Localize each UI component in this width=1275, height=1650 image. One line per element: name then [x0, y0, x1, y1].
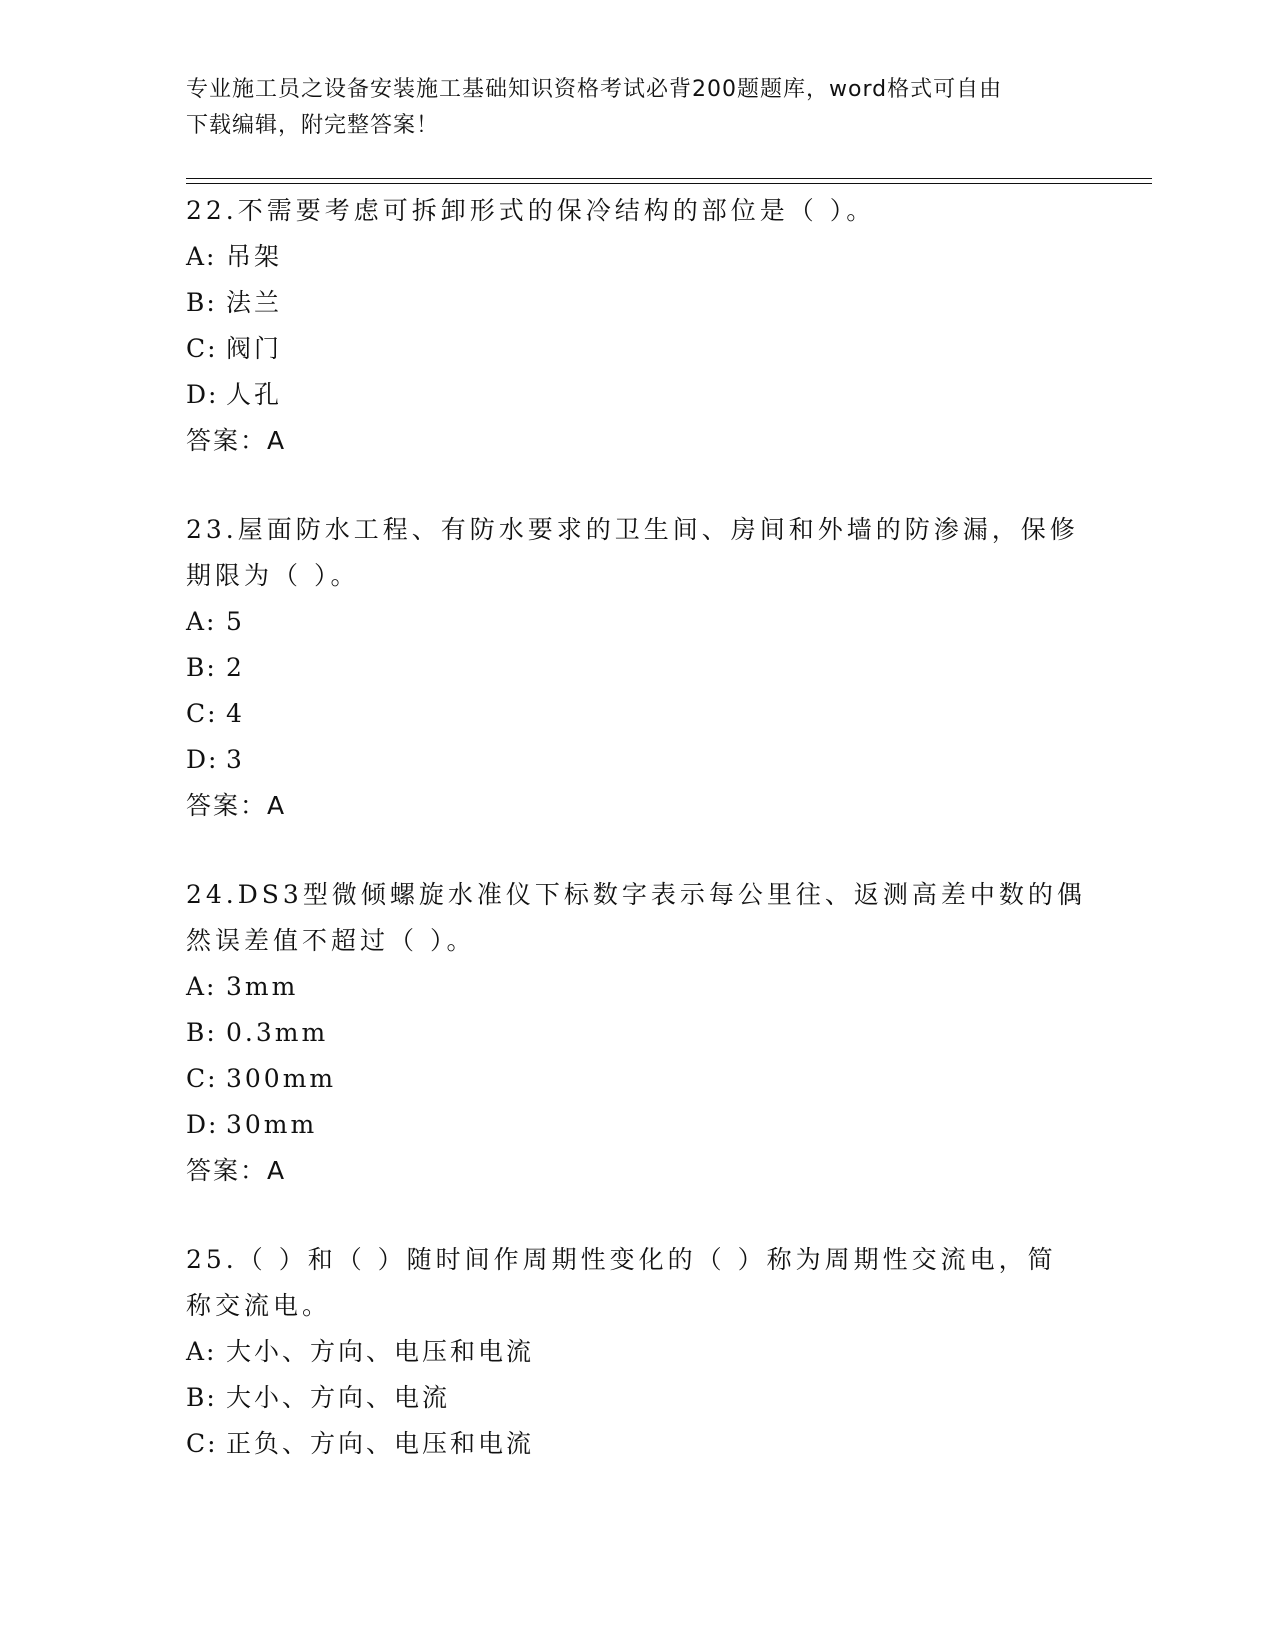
question-text-line-1: 23.屋面防水工程、有防水要求的卫生间、房间和外墙的防渗漏，保修	[186, 515, 1079, 544]
option-letter: C:	[186, 699, 218, 728]
option-c	[186, 1421, 1086, 1467]
option-text: 大小、方向、电流	[226, 1383, 451, 1412]
option-d	[186, 372, 1086, 418]
option-text: 法兰	[226, 288, 283, 317]
option-a	[186, 234, 1086, 280]
option-text: 300mm	[226, 1064, 337, 1093]
option-text: 3mm	[226, 972, 299, 1001]
option-text: 人孔	[226, 380, 283, 409]
answer-line: 答案：A	[186, 791, 287, 820]
option-text: 正负、方向、电压和电流	[226, 1429, 535, 1458]
option-letter: B:	[186, 1018, 217, 1047]
option-d	[186, 1102, 1086, 1148]
option-letter: A:	[186, 1337, 217, 1366]
question-text-line-2: 然误差值不超过（ ）。	[186, 926, 476, 955]
option-letter: C:	[186, 334, 218, 363]
header-divider-bottom	[186, 183, 1152, 184]
header-divider-top	[186, 178, 1152, 179]
header-line-1: 专业施工员之设备安装施工基础知识资格考试必背200题题库，word格式可自由	[186, 77, 1003, 102]
option-letter: C:	[186, 1429, 218, 1458]
option-text: 3	[226, 745, 245, 774]
option-c	[186, 691, 1086, 737]
option-letter: D:	[186, 380, 219, 409]
option-a	[186, 964, 1086, 1010]
option-letter: A:	[186, 972, 217, 1001]
question-text-line-2: 称交流电。	[186, 1291, 332, 1320]
option-letter: A:	[186, 607, 217, 636]
question-text-line-2: 期限为（ ）。	[186, 561, 360, 590]
option-letter: B:	[186, 288, 217, 317]
option-text: 4	[226, 699, 245, 728]
option-text: 阀门	[226, 334, 283, 363]
option-text: 5	[226, 607, 245, 636]
option-letter: B:	[186, 653, 217, 682]
option-b	[186, 280, 1086, 326]
header-line-2: 下载编辑，附完整答案！	[186, 113, 440, 138]
question-text-line-1: 25.（ ）和（ ）随时间作周期性变化的（ ）称为周期性交流电，简	[186, 1245, 1057, 1274]
question-23	[186, 507, 1086, 829]
question-text: 22.不需要考虑可拆卸形式的保冷结构的部位是（ ）。	[186, 196, 876, 225]
question-text-line-1: 24.DS3型微倾螺旋水准仪下标数字表示每公里往、返测高差中数的偶	[186, 880, 1086, 909]
option-a	[186, 1329, 1086, 1375]
question-24	[186, 872, 1086, 1194]
option-text: 吊架	[226, 242, 283, 271]
document-header	[186, 72, 1066, 144]
option-text: 0.3mm	[226, 1018, 329, 1047]
option-b	[186, 1010, 1086, 1056]
option-letter: D:	[186, 745, 219, 774]
option-text: 30mm	[226, 1110, 318, 1139]
option-letter: C:	[186, 1064, 218, 1093]
answer-line: 答案：A	[186, 1156, 287, 1185]
question-22	[186, 188, 1086, 464]
answer-line: 答案：A	[186, 426, 287, 455]
option-c	[186, 1056, 1086, 1102]
option-a	[186, 599, 1086, 645]
option-letter: D:	[186, 1110, 219, 1139]
option-text: 2	[226, 653, 245, 682]
option-b	[186, 645, 1086, 691]
option-letter: B:	[186, 1383, 217, 1412]
question-25	[186, 1237, 1086, 1467]
option-c	[186, 326, 1086, 372]
option-text: 大小、方向、电压和电流	[226, 1337, 535, 1366]
option-b	[186, 1375, 1086, 1421]
option-d	[186, 737, 1086, 783]
option-letter: A:	[186, 242, 217, 271]
